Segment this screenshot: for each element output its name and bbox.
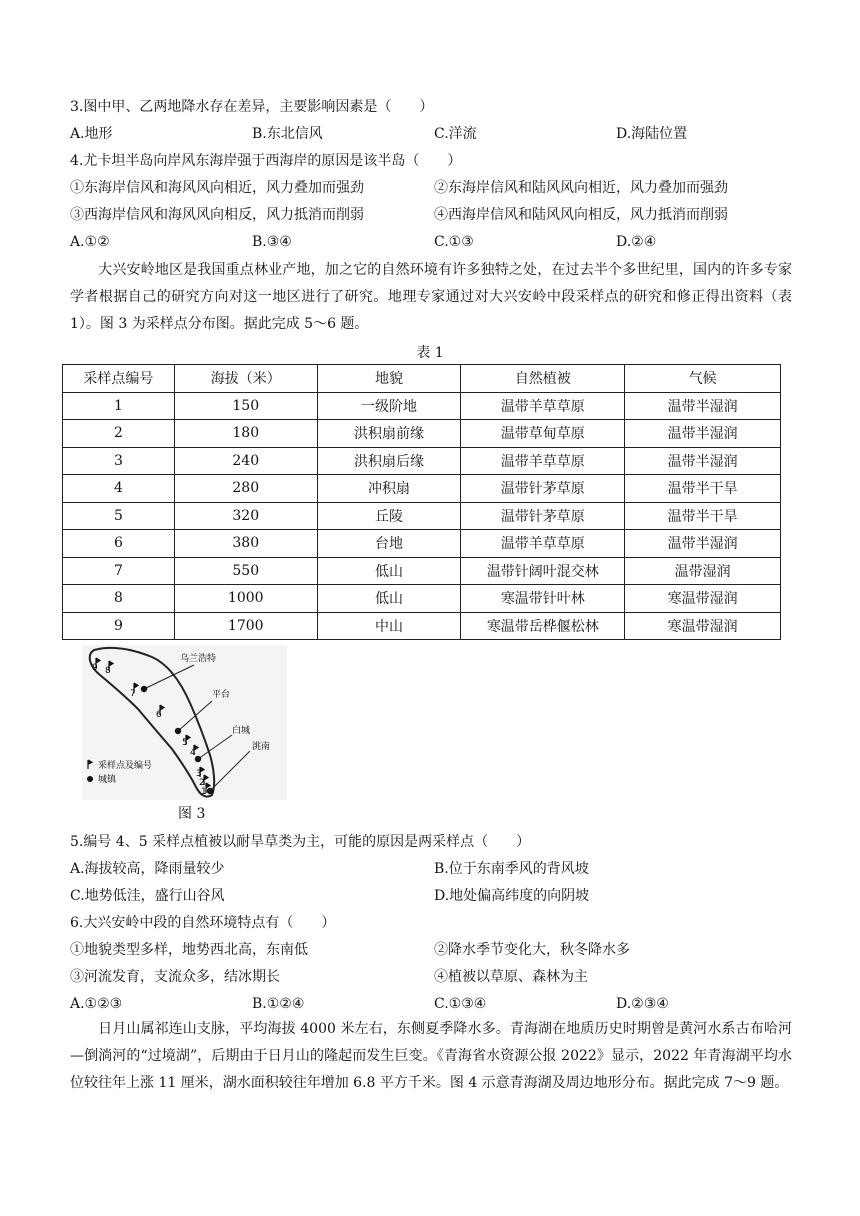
table-row	[63, 557, 781, 585]
table-cell: 180	[174, 420, 317, 448]
q3-stem: 3.图中甲、乙两地降水存在差异，主要影响因素是（ ）	[70, 99, 434, 115]
table-cell: 洪积扇后缘	[317, 447, 461, 475]
q4-option-b: B.③④	[252, 234, 292, 250]
table-cell: 温带羊草草原	[461, 530, 625, 558]
table-header-cell: 地貌	[317, 365, 461, 393]
q5-option-a: A.海拔较高，降雨量较少	[70, 861, 225, 877]
q4-option-a: A.①②	[70, 234, 110, 250]
table-cell: 温带针阔叶混交林	[461, 557, 625, 585]
table-cell: 洪积扇前缘	[317, 420, 461, 448]
table-cell: 4	[63, 475, 175, 503]
table-cell: 1700	[174, 612, 317, 640]
q3-option-d: D.海陆位置	[616, 126, 688, 142]
table-cell: 温带半湿润	[625, 530, 781, 558]
table-header-cell: 自然植被	[461, 365, 625, 393]
sample-point-number: 5	[182, 738, 188, 748]
table-row	[63, 530, 781, 558]
q3-option-a: A.地形	[70, 126, 113, 142]
q6-statement-4: ④植被以草原、森林为主	[434, 969, 588, 985]
table-cell: 1	[63, 392, 175, 420]
table-cell: 150	[174, 392, 317, 420]
sample-point-number: 6	[156, 710, 162, 720]
q5-option-d: D.地处偏高纬度的向阴坡	[434, 888, 590, 904]
q4-stem: 4.尤卡坦半岛向岸风东海岸强于西海岸的原因是该半岛（ ）	[70, 153, 462, 169]
table-cell: 320	[174, 502, 317, 530]
table-header-cell: 海拔（米）	[174, 365, 317, 393]
table-cell: 温带半湿润	[625, 420, 781, 448]
sample-point-number: 4	[190, 748, 196, 758]
table-cell: 台地	[317, 530, 461, 558]
q4-option-d: D.②④	[616, 234, 657, 250]
q4-option-c: C.①③	[434, 234, 474, 250]
table-cell: 5	[63, 502, 175, 530]
q5-stem: 5.编号 4、5 采样点植被以耐旱草类为主，可能的原因是两采样点（ ）	[70, 834, 531, 850]
table-header-cell: 气候	[625, 365, 781, 393]
table-cell: 低山	[317, 585, 461, 613]
intro-text-5-6: 大兴安岭地区是我国重点林业产地，加之它的自然环境有许多独特之处，在过去半个多世纪里，国内的许多专家学者根据自己的研究方向对这一地区进行了研究。地理专家通过对大兴安岭中段采样点的研究和修正得出资料（表 1）。图 3 为采样点分布图。据此完成 5～6 题。	[70, 262, 792, 332]
table-cell: 丘陵	[317, 502, 461, 530]
table-row	[63, 585, 781, 613]
table-cell: 温带草甸草原	[461, 420, 625, 448]
q6-stem: 6.大兴安岭中段的自然环境特点有（ ）	[70, 915, 336, 931]
q6-option-d: D.②③④	[616, 996, 669, 1012]
table-cell: 2	[63, 420, 175, 448]
q4-statement-2: ②东海岸信风和陆风风向相近，风力叠加而强劲	[434, 180, 728, 196]
place-label-pingtai: 平台	[212, 690, 231, 700]
table-cell: 温带羊草草原	[461, 447, 625, 475]
q3-option-b: B.东北信风	[252, 126, 323, 142]
table-row	[63, 447, 781, 475]
table-cell: 550	[174, 557, 317, 585]
figure-3-caption: 图 3	[178, 806, 206, 822]
intro-text-7-9: 日月山属祁连山支脉，平均海拔 4000 米左右，东侧夏季降水多。青海湖在地质历史时期曾是黄河水系古布哈河—倒淌河的“过境湖”，后期由于日月山的隆起而发生巨变。《青海省水资源公报 2022》显示，2022 年青海湖平均水位较往年上涨 11 厘米，湖水面积较往年增加 6.8 平方千米。图 4 示意青海湖及周边地形分布。据此完成 7～9 题。	[70, 1021, 792, 1091]
table-row	[63, 502, 781, 530]
q4-statement-3: ③西海岸信风和海风风向相反，风力抵消而削弱	[70, 207, 364, 223]
sample-point-map	[82, 645, 287, 800]
sample-point-number: 8	[105, 666, 111, 676]
table-cell: 寒温带岳桦偃松林	[461, 612, 625, 640]
table-cell: 8	[63, 585, 175, 613]
sample-point-number: 3	[196, 769, 202, 779]
table-cell: 1000	[174, 585, 317, 613]
table-cell: 冲积扇	[317, 475, 461, 503]
legend-sample-label: 采样点及编号	[98, 761, 153, 771]
table-cell: 3	[63, 447, 175, 475]
table-cell: 9	[63, 612, 175, 640]
town-dot	[195, 756, 201, 762]
table-cell: 中山	[317, 612, 461, 640]
table-header-cell: 采样点编号	[63, 365, 175, 393]
table-cell: 寒温带湿润	[625, 585, 781, 613]
table-cell: 温带针茅草原	[461, 475, 625, 503]
q3-option-c: C.洋流	[434, 126, 477, 142]
q6-statement-1: ①地貌类型多样，地势西北高，东南低	[70, 942, 308, 958]
table-cell: 7	[63, 557, 175, 585]
place-label-wulanhaote: 乌兰浩特	[180, 654, 217, 664]
q4-statement-4: ④西海岸信风和陆风风向相反，风力抵消而削弱	[434, 207, 728, 223]
table-cell: 280	[174, 475, 317, 503]
table-cell: 温带半干旱	[625, 502, 781, 530]
table-cell: 寒温带湿润	[625, 612, 781, 640]
q5-option-c: C.地势低洼，盛行山谷风	[70, 888, 225, 904]
table-header-row	[63, 365, 781, 393]
sample-point-number: 7	[130, 689, 136, 699]
table-cell: 380	[174, 530, 317, 558]
table-row	[63, 420, 781, 448]
q6-statement-2: ②降水季节变化大，秋冬降水多	[434, 942, 630, 958]
table-cell: 温带羊草草原	[461, 392, 625, 420]
table-cell: 寒温带针叶林	[461, 585, 625, 613]
table-cell: 温带半干旱	[625, 475, 781, 503]
intro-paragraph-7-9	[70, 1016, 792, 1097]
table-cell: 温带半湿润	[625, 447, 781, 475]
intro-paragraph-5-6	[70, 257, 792, 338]
q4-statement-1: ①东海岸信风和海风风向相近，风力叠加而强劲	[70, 180, 364, 196]
table-cell: 温带半湿润	[625, 392, 781, 420]
table-caption: 表 1	[416, 345, 444, 361]
legend-town-label: 城镇	[98, 775, 117, 785]
table-cell: 240	[174, 447, 317, 475]
q5-option-b: B.位于东南季风的背风坡	[434, 861, 589, 877]
q6-statement-3: ③河流发育，支流众多，结冰期长	[70, 969, 280, 985]
table-row	[63, 612, 781, 640]
q6-option-a: A.①②③	[70, 996, 123, 1012]
sample-point-table	[62, 364, 781, 640]
q6-option-b: B.①②④	[252, 996, 305, 1012]
table-cell: 温带湿润	[625, 557, 781, 585]
table-row	[63, 475, 781, 503]
table-cell: 温带针茅草原	[461, 502, 625, 530]
table-cell: 6	[63, 530, 175, 558]
sample-point-number: 9	[92, 663, 98, 673]
sample-point-number: 2	[199, 778, 205, 788]
legend-town-dot	[87, 776, 93, 782]
q6-option-c: C.①③④	[434, 996, 487, 1012]
town-dot	[141, 686, 147, 692]
town-dot	[207, 788, 213, 794]
place-label-baicheng: 白城	[232, 726, 251, 736]
table-cell: 一级阶地	[317, 392, 461, 420]
table-cell: 低山	[317, 557, 461, 585]
town-dot	[175, 728, 181, 734]
sample-point-number: 1	[201, 787, 207, 797]
table-row	[63, 392, 781, 420]
place-label-taonan: 洮南	[252, 742, 271, 752]
